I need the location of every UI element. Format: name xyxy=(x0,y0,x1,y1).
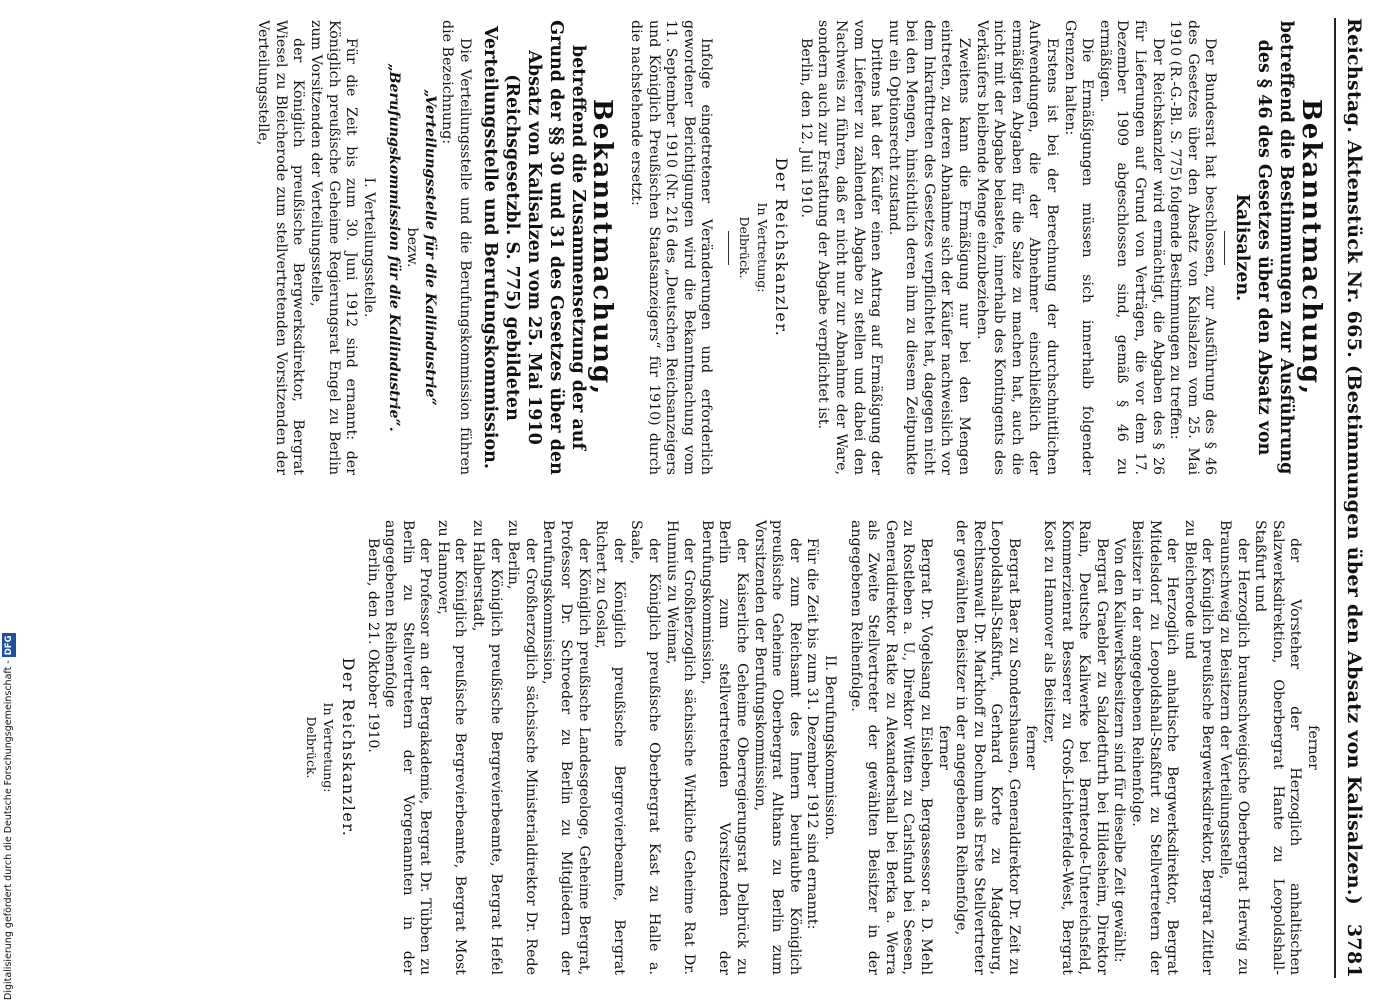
paragraph: Bergrat Graebler zu Salzdetfurth bei Hildesheim, Direktor Rain, Deutsche Kaliwerke bei Bernterode-Untereichsfeld, Kommerzienrat Besserer zu Groß-Lichterfelde-West, Bergrat Kost zu Hannover als Beisitzer, xyxy=(1041,520,1110,975)
paragraph: der Kaiserliche Geheime Oberregierungsrat Delbrück zu Berlin zum stellvertretenden Vorsitzenden der Berufungskommission, xyxy=(698,520,750,975)
paragraph: der Großherzoglich sächsische Ministerialdirektor Dr. Rede zu Berlin, xyxy=(505,520,539,975)
title-bekanntmachung-2: Bekanntmachung, xyxy=(587,98,618,397)
signature-sub: In Vertretung: xyxy=(754,202,770,293)
paragraph: Für die Zeit bis zum 31. Dezember 1912 sind ernannt: xyxy=(804,538,821,930)
rotated-page-content xyxy=(83,0,1383,1000)
paragraph: Die Ermäßigungen müssen sich innerhalb folgender Grenzen halten: xyxy=(1061,20,1096,475)
paragraph: Bergrat Dr. Vogelsang zu Eisleben, Bergassessor a. D. Mehl zu Rostleben a. U., Direktor Witten zu Carlsfund bei Seesen, Generaldirektor Ratke zu Alexandershall bei Berka a. Werra als Zweite Stellvertreter der gewählten Beisitzer in der angegebenen Reihenfolge. xyxy=(847,520,934,975)
signature-name: Delbrück. xyxy=(736,216,752,279)
designation-1: „Verteilungsstelle für die Kaliindustrie“ xyxy=(421,89,438,406)
subtitle-2: betreffend die Zusammensetzung der auf Grund der §§ 30 und 31 des Gesetzes über den Absatz von Kalisalzen vom 25. Mai 1910 (Reichsgesetzbl. S. 775) gebildeten Verteilungsstelle und Berufungskommission. xyxy=(479,20,588,475)
page-header xyxy=(1337,18,1371,978)
credit-text: Digitalisierung gefördert durch die Deutsche Forschungsgemeinschaft - xyxy=(3,660,14,1000)
paragraph: Drittens hat der Käufer einen Antrag auf Ermäßigung der vom Lieferer zu zahlenden Abgabe zu stellen und dabei den Nachweis zu führen, daß er nicht nur zur Abnahme der Ware, sondern auch zur Erstattung der Abgabe verpflichtet ist. xyxy=(815,20,885,475)
header-rule xyxy=(1334,18,1336,978)
separator xyxy=(728,231,729,265)
date-line: Berlin, den 12. Juli 1910. xyxy=(797,38,814,219)
text-line: ferner xyxy=(1305,725,1321,770)
paragraph: Infolge eingetretener Veränderungen und erforderlich gewordener Berichtigungen wird die Bekanntmachung vom 11. September 1910 (Nr. 216 des „Deutschen Reichsanzeigers und Königlich Preußischen Staatsanzeigers“ für 1910) durch die nachstehende ersetzt: xyxy=(628,20,715,475)
paragraph: der Professor an der Bergakademie, Bergrat Dr. Tübben zu Berlin zu Stellvertretern der Vorgenannten in der angegebenen Reihenfolge xyxy=(382,520,434,975)
paragraph: der Herzoglich braunschweigische Oberbergrat Herwig zu Braunschweig zu Beisitzern der Verteilungsstelle, xyxy=(1217,520,1251,975)
digitization-credit xyxy=(2,605,16,1000)
running-title: Reichstag. Aktenstück Nr. 665. (Bestimmungen über den Absatz von Kalisalzen.) xyxy=(1343,18,1365,906)
signature-title: Der Reichskanzler. xyxy=(772,157,792,338)
paragraph: Zweitens kann die Ermäßigung nur bei den Mengen eintreten, zu deren Abnahme sich der Käufer nachweislich vor dem Inkrafttreten des Gesetzes verpflichtet hat, dagegen nicht bei den Mengen, hinsichtlich deren ihm zu diesem Zeitpunkte nur ein Optionsrecht zustand. xyxy=(885,20,973,475)
text-line: ferner xyxy=(1023,725,1040,770)
paragraph: Von den Kaliwerksbesitzern sind für dieselbe Zeit gewählt: xyxy=(1111,538,1128,963)
paragraph: der Königlich preußische Landesgeologe, Geheime Bergrat, Professor Dr. Schroeder zu Berlin zu Mitgliedern der Berufungskommission, xyxy=(540,520,592,975)
paragraph: der Herzoglich anhaltische Bergwerksdirektor, Bergrat Mitdelsdorf zu Leopoldshall-Staßfurt zu Stellvertretern der Beisitzer in der angegebenen Reihenfolge. xyxy=(1129,520,1181,975)
designation-bezw: bezw. xyxy=(404,227,421,268)
page-number: 3781 xyxy=(1343,923,1365,978)
paragraph: der Königlich preußische Bergrevierbeamte, Bergrat Most zu Hannover, xyxy=(434,520,469,975)
signature-title: Der Reichskanzler. xyxy=(338,657,358,838)
paragraph: Erstens ist bei der Berechnung der durchschnittlichen Aufwendungen, die der Abnehmer einschließlich der ermäßigten Abgaben für die Salze zu machen hat, auch die nicht mit der Abgabe belastete, innerhalb des Kontingents des Verkäufers bleibende Menge einzubeziehen. xyxy=(973,20,1061,475)
paragraph: der Königlich preußische Bergwerksdirektor, Bergrat Wiesel zu Bleicherode zum stellvertretenden Vorsitzenden der Verteilungsstelle, xyxy=(255,20,307,475)
separator xyxy=(1224,231,1225,265)
title-bekanntmachung-1: Bekanntmachung, xyxy=(1296,98,1326,397)
paragraph: der Königlich preußische Bergwerksdirektor, Bergrat Zittler zu Bleicherode und xyxy=(1181,520,1216,975)
paragraph: Die Verteilungsstelle und die Berufungskommission führen die Bezeichnung: xyxy=(439,20,473,475)
signature-sub: In Vertretung: xyxy=(321,702,337,793)
paragraph: der Vorsteher der Herzoglich anhaltischen Salzwerksdirektion, Oberbergrat Hante zu Leopoldshall-Staßfurt und xyxy=(1252,520,1304,975)
section-heading-2: II. Berufungskommission. xyxy=(821,655,838,840)
paragraph: Der Bundesrat hat beschlossen, zur Ausführung des § 46 des Gesetzes über den Absatz von Kalisalzen vom 25. Mai 1910 (R.-G.-Bl. S. 775) folgende Bestimmungen zu treffen: xyxy=(1167,20,1219,475)
paragraph: der zum Reichsamt des Innern beurlaubte Königlich preußische Geheime Oberbergrat Althans zu Berlin zum Vorsitzenden der Berufungskommission, xyxy=(751,520,803,975)
paragraph: der Großherzoglich sächsische Wirkliche Geheime Rat Dr. Hunnius zu Weimar, xyxy=(663,520,698,975)
left-column xyxy=(254,20,1326,475)
dfg-logo: DFG xyxy=(4,635,14,656)
paragraph: Bergrat Baer zu Sondershausen, Generaldirektor Dr. Zeit zu Leopoldshall-Staßfurt, Gerhard Korte zu Magdeburg, Rechtsanwalt Dr. Markhoff zu Bochum als Erste Stellvertreter der gewählten Beisitzer in der angegebenen Reihenfolge, xyxy=(953,520,1022,975)
paragraph: der Königlich preußische Bergrevierbeamte, Bergrat Hefel zu Halberstadt, xyxy=(470,520,504,975)
paragraph: Der Reichskanzler wird ermächtigt, die Abgaben des § 26 für Lieferungen auf Grund von Verträgen, die vor dem 17. Dezember 1909 abgeschlossen sind, gemäß § 46 zu ermäßigen. xyxy=(1096,20,1166,475)
right-column xyxy=(302,520,1321,975)
text-line: ferner xyxy=(935,725,952,770)
section-heading-1: I. Verteilungsstelle. xyxy=(360,177,377,318)
paragraph: der Königlich preußische Oberbergrat Kast zu Halle a. Saale, xyxy=(628,520,663,975)
paragraph: Für die Zeit bis zum 30. Juni 1912 sind ernannt: der Königlich preußische Geheime Regierungsrat Engel zu Berlin zum Vorsitzenden der Verteilungsstelle, xyxy=(308,20,360,475)
paragraph: der Königlich preußische Bergrevierbeamte, Bergrat Richert zu Goslar, xyxy=(593,520,627,975)
designation-2: „Berufungskommission für die Kaliindustrie“. xyxy=(386,63,403,432)
signature-name: Delbrück. xyxy=(303,716,319,779)
subtitle-1: betreffend die Bestimmungen zur Ausführung des § 46 des Gesetzes über den Absatz von Kalisalzen. xyxy=(1232,20,1297,475)
date-line: Berlin, den 21. Oktober 1910. xyxy=(364,538,381,753)
